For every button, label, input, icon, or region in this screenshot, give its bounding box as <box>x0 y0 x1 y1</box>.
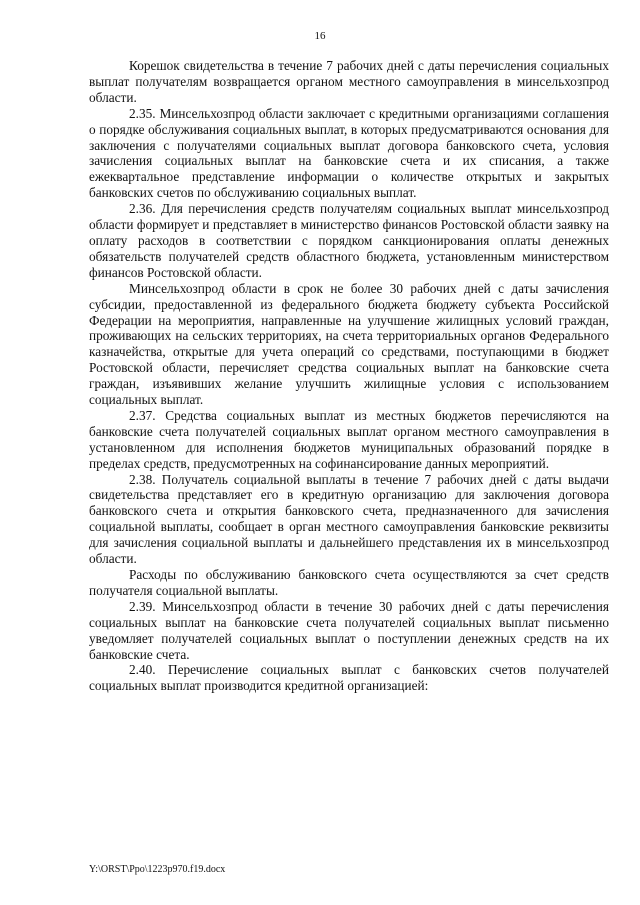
paragraph-2-37: 2.37. Средства социальных выплат из местных бюджетов перечисляются на банковские счета получателей социальных выплат органом местного самоуправления в установленном для исполнения бюджетов муниципальных образований порядке в пределах средств, предусмотренных на софинансирование данных мероприятий. <box>89 407 609 471</box>
paragraph-account-expenses: Расходы по обслуживанию банковского счета осуществляются за счет средств получателя социальной выплаты. <box>89 567 609 598</box>
paragraph-2-38: 2.38. Получатель социальной выплаты в течение 7 рабочих дней с даты выдачи свидетельства представляет его в кредитную организацию для заключения договора банковского счета и открытия банковского счета, предназначенного для зачисления социальной выплаты, сообщает в орган местного самоуправления банковские реквизиты для зачисления социальной выплаты и дальнейшего представления их в минсельхозпрод области. <box>89 471 609 567</box>
document-body <box>89 58 609 694</box>
paragraph-2-39: 2.39. Минсельхозпрод области в течение 30 рабочих дней с даты перечисления социальных выплат на банковские счета получателей социальных выплат письменно уведомляет получателей социальных выплат о поступлении денежных средств на их банковские счета. <box>89 598 609 662</box>
paragraph-stub-return: Корешок свидетельства в течение 7 рабочих дней с даты перечисления социальных выплат получателям возвращается органом местного самоуправления в минсельхозпрод области. <box>89 58 609 105</box>
paragraph-2-40: 2.40. Перечисление социальных выплат с банковских счетов получателей социальных выплат производится кредитной организацией: <box>89 662 609 694</box>
page-number: 16 <box>314 30 326 42</box>
footer-file-path: Y:\ORST\Ppo\1223p970.f19.docx <box>89 864 226 875</box>
paragraph-2-35: 2.35. Минсельхозпрод области заключает с кредитными организациями соглашения о порядке обслуживания социальных выплат, в которых предусматриваются основания для заключения с получателями социальных выплат договора банковского счета, условия зачисления социальных выплат на банковские счета и их списания, а также ежеквартальное представление информации о количестве открытых и закрытых банковских счетов по обслуживанию социальных выплат. <box>89 105 609 201</box>
paragraph-2-36: 2.36. Для перечисления средств получателям социальных выплат минсельхозпрод области формирует и представляет в министерство финансов Ростовской области заявку на оплату расходов в соответствии с порядком санкционирования оплаты денежных обязательств получателей средств областного бюджета, установленным министерством финансов Ростовской области. <box>89 201 609 280</box>
paragraph-transfer-deadline: Минсельхозпрод области в срок не более 30 рабочих дней с даты зачисления субсидии, предоставленной из федерального бюджета бюджету субъекта Российской Федерации на мероприятия, направленные на улучшение жилищных условий граждан, проживающих на сельских территориях, на счета территориальных органов Федерального казначейства, открытые для учета операций со средствами, поступающими в бюджет Ростовской области, перечисляет средства социальных выплат на банковские счета граждан, изъявивших желание улучшить жилищные условия с использованием социальных выплат. <box>89 280 609 408</box>
